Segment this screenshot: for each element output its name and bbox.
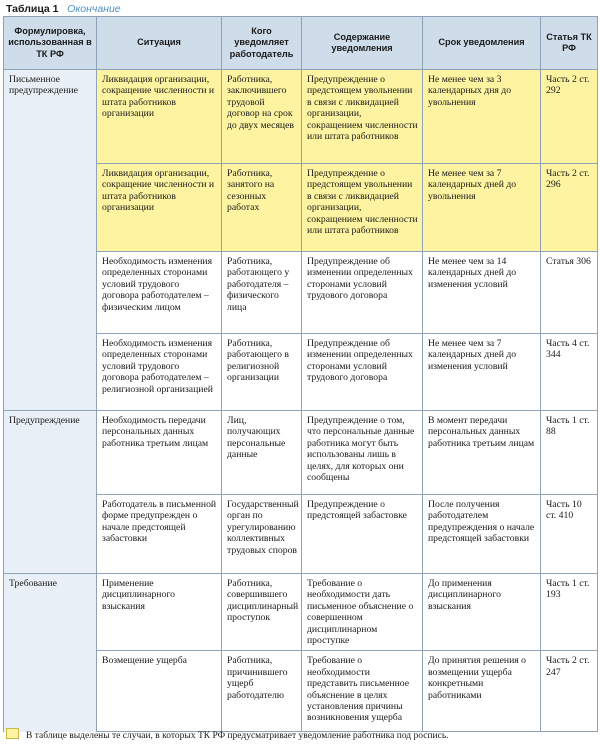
group-warning: Предупреждение xyxy=(4,411,97,574)
cell-article: Статья 306 xyxy=(541,252,598,334)
cell-term: Не менее чем за 14 календарных дней до изменения условий xyxy=(423,252,541,334)
cell-article: Часть 1 ст. 193 xyxy=(541,574,598,651)
table-continuation-label: Окончание xyxy=(67,3,121,15)
cell-content: Предупреждение о том, что персональные данные работника могут быть использованы лишь в целях, для которых они сообщены xyxy=(302,411,423,495)
cell-term: В момент передачи персональных данных работника третьим лицам xyxy=(423,411,541,495)
header-wording: Формулировка, использованная в ТК РФ xyxy=(4,17,97,70)
cell-article: Часть 1 ст. 88 xyxy=(541,411,598,495)
table-number: Таблица 1 xyxy=(6,3,59,15)
header-situation: Ситуация xyxy=(97,17,222,70)
table-header-row xyxy=(4,17,598,70)
legend-text: В таблице выделены те случаи, в которых ТК РФ предусматривает уведомление работника под роспись. xyxy=(26,731,449,741)
table-caption xyxy=(6,3,121,16)
cell-content: Требование о необходимости представить письменное объяснение в целях установления причины возникновения ущерба xyxy=(302,651,423,732)
cell-content: Предупреждение об изменении определенных сторонами условий трудового договора xyxy=(302,334,423,411)
cell-situation: Ликвидация организации, сокращение численности и штата работников организации xyxy=(97,70,222,164)
group-demand: Требование xyxy=(4,574,97,732)
cell-article: Часть 2 ст. 296 xyxy=(541,164,598,252)
cell-content: Предупреждение об изменении определенных сторонами условий трудового договора xyxy=(302,252,423,334)
cell-situation: Возмещение ущерба xyxy=(97,651,222,732)
cell-situation: Ликвидация организации, сокращение численности и штата работников организации xyxy=(97,164,222,252)
highlight-swatch xyxy=(6,728,19,739)
cell-content: Предупреждение о предстоящей забастовке xyxy=(302,495,423,574)
table-row xyxy=(4,574,598,651)
cell-term: Не менее чем за 3 календарных дня до увольнения xyxy=(423,70,541,164)
cell-term: Не менее чем за 7 календарных дней до увольнения xyxy=(423,164,541,252)
highlight-legend xyxy=(6,728,449,742)
cell-whom: Работника, причинившего ущерб работодателю xyxy=(222,651,302,732)
cell-situation: Необходимость изменения определенных сторонами условий трудового договора работодателем – религиозной организацией xyxy=(97,334,222,411)
header-article: Статья ТК РФ xyxy=(541,17,598,70)
cell-situation: Применение дисциплинарного взыскания xyxy=(97,574,222,651)
group-written-warning: Письменное предупреждение xyxy=(4,70,97,411)
cell-article: Часть 10 ст. 410 xyxy=(541,495,598,574)
header-whom: Кого уведомляет работодатель xyxy=(222,17,302,70)
cell-term: До применения дисциплинарного взыскания xyxy=(423,574,541,651)
header-content: Содержание уведомления xyxy=(302,17,423,70)
table-row xyxy=(4,70,598,164)
cell-content: Требование о необходимости дать письменное объяснение о совершенном дисциплинарном проступке xyxy=(302,574,423,651)
cell-situation: Работодатель в письменной форме предупрежден о начале предстоящей забастовки xyxy=(97,495,222,574)
cell-whom: Лиц, получающих персональные данные xyxy=(222,411,302,495)
cell-whom: Работника, совершившего дисциплинарный проступок xyxy=(222,574,302,651)
cell-article: Часть 2 ст. 292 xyxy=(541,70,598,164)
cell-term: До принятия решения о возмещении ущерба конкретными работниками xyxy=(423,651,541,732)
cell-situation: Необходимость передачи персональных данных работника третьим лицам xyxy=(97,411,222,495)
notification-table xyxy=(3,16,598,732)
table-row xyxy=(4,411,598,495)
cell-whom: Работника, заключившего трудовой договор на срок до двух месяцев xyxy=(222,70,302,164)
cell-whom: Работника, работающего в религиозной организации xyxy=(222,334,302,411)
cell-content: Предупреждение о предстоящем увольнении в связи с ликвидацией организации, сокращением численности или штата работников xyxy=(302,70,423,164)
cell-term: После получения работодателем предупреждения о начале предстоящей забастовки xyxy=(423,495,541,574)
cell-content: Предупреждение о предстоящем увольнении в связи с ликвидацией организации, сокращением численности или штата работников xyxy=(302,164,423,252)
cell-article: Часть 2 ст. 247 xyxy=(541,651,598,732)
cell-term: Не менее чем за 7 календарных дней до изменения условий xyxy=(423,334,541,411)
cell-whom: Работника, занятого на сезонных работах xyxy=(222,164,302,252)
cell-article: Часть 4 ст. 344 xyxy=(541,334,598,411)
cell-whom: Государственный орган по урегулированию коллективных трудовых споров xyxy=(222,495,302,574)
cell-whom: Работника, работающего у работодателя – физического лица xyxy=(222,252,302,334)
header-term: Срок уведомления xyxy=(423,17,541,70)
cell-situation: Необходимость изменения определенных сторонами условий трудового договора работодателем – физическим лицом xyxy=(97,252,222,334)
